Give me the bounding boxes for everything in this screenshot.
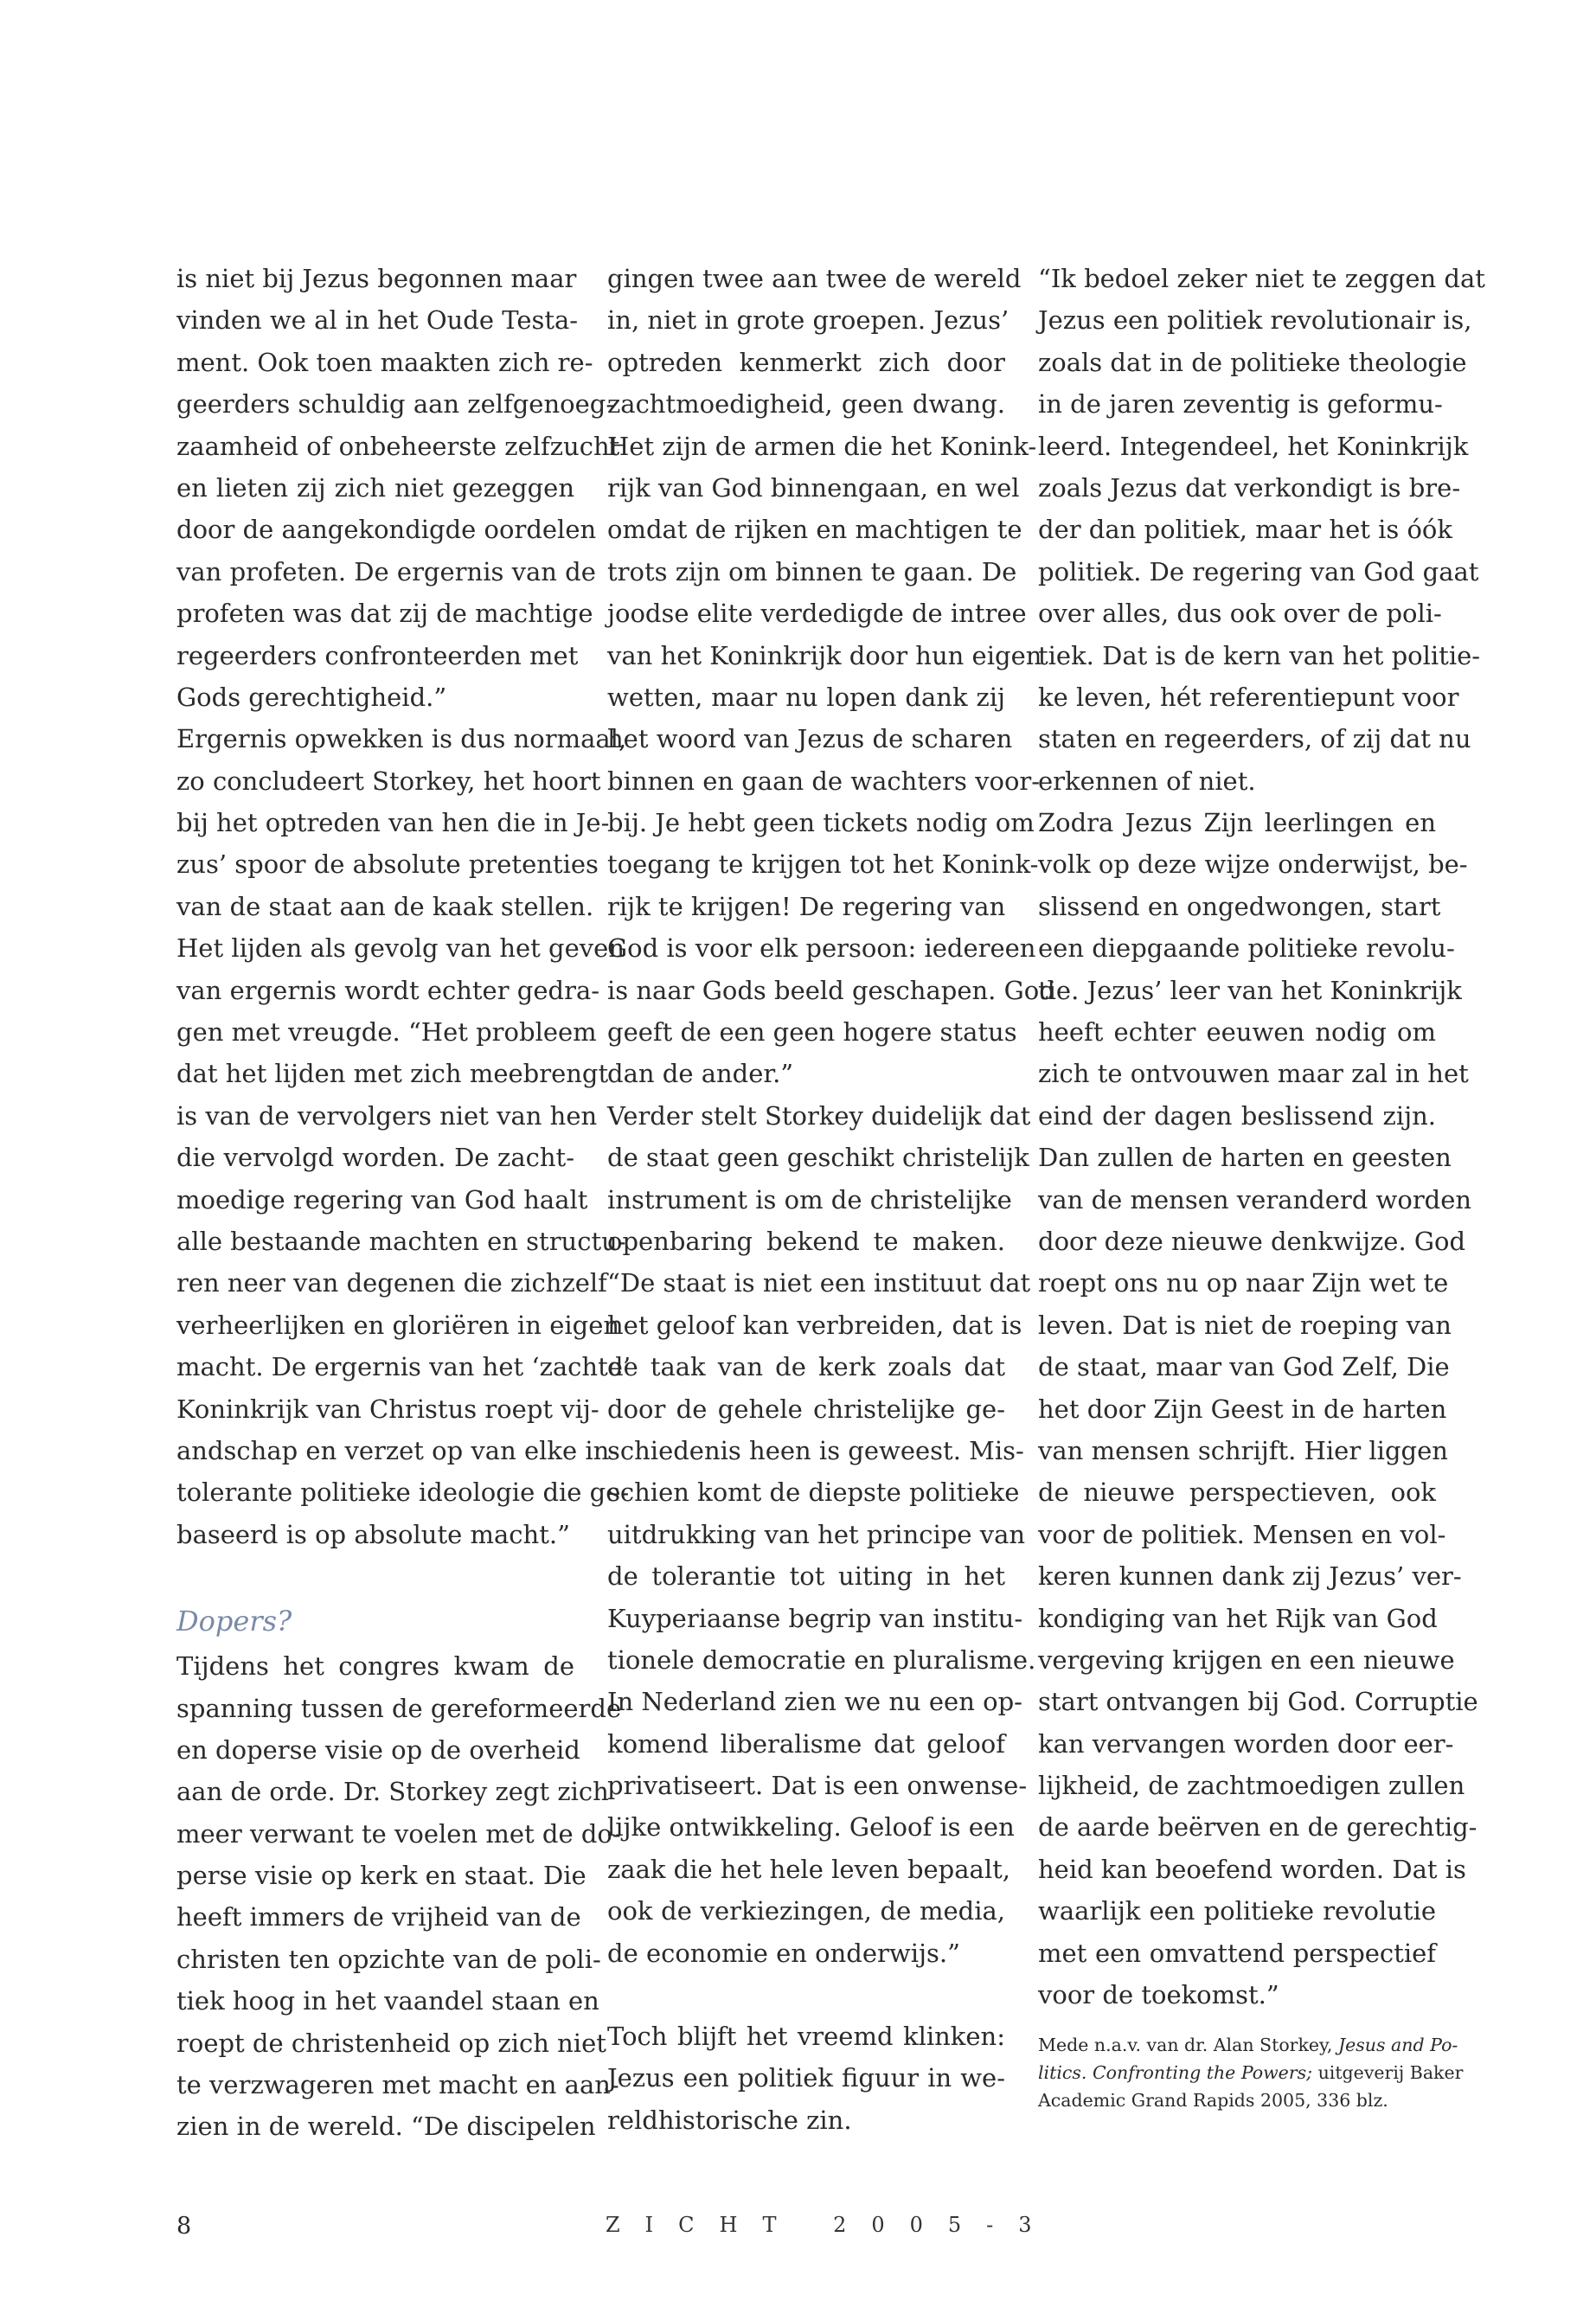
text-line: lijkheid, de zachtmoedigen zullen	[1038, 1771, 1465, 1801]
text-line: is van de vervolgers niet van hen	[176, 1100, 598, 1131]
text-line: der dan politiek, maar het is óók	[1038, 515, 1452, 545]
text-line: zachtmoedigheid, geen dwang.	[607, 389, 1005, 420]
paragraph	[607, 1095, 1036, 1974]
paragraph	[607, 258, 1055, 1095]
text-line: “De staat is niet een instituut dat	[607, 1268, 1031, 1298]
text-line: geerders schuldig aan zelfgenoeg-	[176, 389, 615, 420]
text-line: vinden we al in het Oude Testa-	[176, 305, 579, 336]
source-note-line: Mede n.a.v. van dr. Alan Storkey, Jesus and Po-	[1038, 2035, 1458, 2056]
text-line: optreden kenmerkt zich door	[607, 347, 1005, 377]
text-line: meer verwant te voelen met de do-	[176, 1818, 621, 1849]
text-line: heeft echter eeuwen nodig om	[1038, 1017, 1436, 1048]
text-line: Zodra Jezus Zijn leerlingen en	[1038, 808, 1436, 838]
text-line: rijk te krijgen! De regering van	[607, 891, 1006, 921]
text-line: zoals Jezus dat verkondigt is bre-	[1038, 472, 1461, 503]
text-line: “Ik bedoel zeker niet te zeggen dat	[1038, 264, 1485, 293]
text-line: tiek hoog in het vaandel staan en	[176, 1986, 599, 2016]
text-line: zus’ spoor de absolute pretenties	[176, 849, 599, 880]
text-line: waarlijk een politieke revolutie	[1038, 1896, 1436, 1926]
text-line: is niet bij Jezus begonnen maar	[176, 264, 577, 293]
text-line: die vervolgd worden. De zacht-	[176, 1143, 574, 1173]
text-line: uitdrukking van het principe van	[607, 1519, 1026, 1549]
paragraph	[176, 258, 620, 718]
text-line: ook de verkiezingen, de media,	[607, 1896, 1005, 1926]
text-line: reldhistorische zin.	[607, 2105, 852, 2135]
text-line: door de aangekondigde oordelen	[176, 515, 597, 545]
text-line: joodse elite verdedigde de intree	[607, 599, 1027, 629]
text-line: zaak die het hele leven bepaalt,	[607, 1854, 1010, 1884]
text-line: gingen twee aan twee de wereld	[607, 264, 1022, 293]
text-line: voor de politiek. Mensen en vol-	[1038, 1519, 1446, 1549]
text-line: Jezus een politiek revolutionair is,	[1038, 305, 1472, 336]
text-line: Jezus een politiek figuur in we-	[607, 2063, 1005, 2093]
text-line: is naar Gods beeld geschapen. God	[607, 975, 1055, 1005]
text-line: alle bestaande machten en structu-	[176, 1226, 626, 1256]
text-line: de tolerantie tot uiting in het	[607, 1561, 1005, 1592]
text-line: baseerd is op absolute macht.”	[176, 1519, 570, 1549]
text-line: profeten was dat zij de machtige	[176, 599, 593, 629]
text-line: ke leven, hét referentiepunt voor	[1038, 682, 1459, 712]
text-line: zo concludeert Storkey, het hoort	[176, 766, 601, 796]
text-line: het geloof kan verbreiden, dat is	[607, 1310, 1022, 1340]
text-line: vergeving krijgen en een nieuwe	[1038, 1644, 1455, 1675]
text-line: staten en regeerders, of zij dat nu	[1038, 724, 1471, 754]
text-line: tionele democratie en pluralisme.	[607, 1644, 1036, 1675]
text-line: tiek. Dat is de kern van het politie-	[1038, 640, 1481, 670]
text-line: zaamheid of onbeheerste zelfzucht	[176, 431, 620, 461]
text-line: kondiging van het Rijk van God	[1038, 1603, 1438, 1633]
text-line: komend liberalisme dat geloof	[607, 1728, 1005, 1759]
text-line: spanning tussen de gereformeerde	[176, 1693, 622, 1723]
text-line: lijke ontwikkeling. Geloof is een	[607, 1812, 1015, 1843]
text-line: de taak van de kerk zoals dat	[607, 1352, 1005, 1382]
text-line: volk op deze wijze onderwijst, be-	[1038, 849, 1468, 880]
text-line: van profeten. De ergernis van de	[176, 556, 596, 586]
text-line: perse visie op kerk en staat. Die	[176, 1861, 586, 1891]
text-line: van ergernis wordt echter gedra-	[176, 975, 600, 1005]
paragraph	[176, 718, 631, 1555]
text-line: Toch blijft het vreemd klinken:	[607, 2022, 1005, 2052]
text-line: regeerders confronteerden met	[176, 640, 579, 670]
text-line: de staat geen geschikt christelijk	[607, 1143, 1029, 1173]
text-line: van het Koninkrijk door hun eigen	[607, 640, 1042, 670]
text-line: zoals dat in de politieke theologie	[1038, 347, 1467, 377]
text-line: rijk van God binnengaan, en wel	[607, 472, 1020, 503]
source-note	[1038, 2031, 1464, 2114]
text-line: bij het optreden van hen die in Je-	[176, 808, 610, 838]
text-line: slissend en ongedwongen, start	[1038, 891, 1441, 921]
text-line: de economie en onderwijs.”	[607, 1938, 960, 1968]
running-footer-title: ZICHT 2005-3	[606, 2213, 1057, 2237]
text-line: roept de christenheid op zich niet	[176, 2028, 606, 2058]
text-line: Het lijden als gevolg van het geven	[176, 933, 625, 964]
text-line: binnen en gaan de wachters voor-	[607, 766, 1041, 796]
text-line: bij. Je hebt geen tickets nodig om	[607, 808, 1035, 838]
text-line: privatiseert. Dat is een onwense-	[607, 1771, 1028, 1801]
text-line: heid kan beoefend worden. Dat is	[1038, 1854, 1466, 1884]
text-line: de staat, maar van God Zelf, Die	[1038, 1352, 1450, 1382]
text-line: dan de ander.”	[607, 1059, 794, 1089]
text-line: In Nederland zien we nu een op-	[607, 1687, 1022, 1717]
text-line: verheerlijken en gloriëren in eigen	[176, 1310, 620, 1340]
paragraph-gap	[607, 1974, 1005, 2016]
text-line: heeft immers de vrijheid van de	[176, 1902, 581, 1932]
text-line: instrument is om de christelijke	[607, 1184, 1012, 1215]
paragraph-gap	[176, 1555, 574, 1597]
column-3	[1038, 258, 1485, 2114]
text-line: tolerante politieke ideologie die ge-	[176, 1477, 630, 1508]
text-line: toegang te krijgen tot het Konink-	[607, 849, 1039, 880]
column-1	[176, 258, 631, 2148]
text-line: geeft de een geen hogere status	[607, 1017, 1017, 1048]
text-line: in, niet in grote groepen. Jezus’	[607, 305, 1010, 336]
text-line: in de jaren zeventig is geformu-	[1038, 389, 1443, 420]
text-line: en lieten zij zich niet gezeggen	[176, 472, 574, 503]
text-line: door de gehele christelijke ge-	[607, 1394, 1005, 1424]
text-line: een diepgaande politieke revolu-	[1038, 933, 1455, 964]
text-line: Gods gerechtigheid.”	[176, 682, 447, 712]
text-line: andschap en verzet op van elke in-	[176, 1435, 619, 1465]
text-line: het woord van Jezus de scharen	[607, 724, 1013, 754]
column-3-body	[1038, 258, 1485, 2016]
column-2	[607, 258, 1055, 2141]
page-number: 8	[176, 2213, 192, 2240]
text-line: trots zijn om binnen te gaan. De	[607, 556, 1017, 586]
text-line: Het zijn de armen die het Konink-	[607, 431, 1037, 461]
text-line: macht. De ergernis van het ‘zachte’	[176, 1352, 631, 1382]
text-line: zich te ontvouwen maar zal in het	[1038, 1059, 1469, 1089]
text-line: start ontvangen bij God. Corruptie	[1038, 1687, 1478, 1717]
text-line: Dan zullen de harten en geesten	[1038, 1143, 1452, 1173]
text-line: eind der dagen beslissend zijn.	[1038, 1100, 1436, 1131]
text-line: Ergernis opwekken is dus normaal,	[176, 724, 627, 754]
text-line: dat het lijden met zich meebrengt	[176, 1059, 609, 1089]
text-line: de aarde beërven en de gerechtig-	[1038, 1812, 1477, 1843]
text-line: te verzwageren met macht en aan-	[176, 2070, 619, 2100]
text-line: Verder stelt Storkey duidelijk dat	[607, 1100, 1031, 1131]
section-heading: Dopers?	[176, 1605, 292, 1638]
text-line: het door Zijn Geest in de harten	[1038, 1394, 1447, 1424]
text-line: moedige regering van God haalt	[176, 1184, 588, 1215]
text-line: kan vervangen worden door eer-	[1038, 1728, 1454, 1759]
text-line: ment. Ook toen maakten zich re-	[176, 347, 593, 377]
text-line: christen ten opzichte van de poli-	[176, 1944, 601, 1974]
source-note-line: litics. Confronting the Powers; uitgeverij Baker	[1038, 2062, 1464, 2084]
text-line: roept ons nu op naar Zijn wet te	[1038, 1268, 1449, 1298]
text-line: leerd. Integendeel, het Koninkrijk	[1038, 431, 1469, 461]
text-line: Koninkrijk van Christus roept vij-	[176, 1394, 599, 1424]
text-line: wetten, maar nu lopen dank zij	[607, 682, 1005, 712]
paragraph	[176, 1645, 622, 2148]
text-line: omdat de rijken en machtigen te	[607, 515, 1022, 545]
text-line: van de staat aan de kaak stellen.	[176, 891, 594, 921]
source-note-line: Academic Grand Rapids 2005, 336 blz.	[1038, 2090, 1388, 2112]
text-line: voor de toekomst.”	[1038, 1980, 1279, 2010]
text-line: tie. Jezus’ leer van het Koninkrijk	[1038, 975, 1462, 1005]
text-line: en doperse visie op de overheid	[176, 1734, 580, 1765]
text-line: zien in de wereld. “De discipelen	[176, 2112, 596, 2142]
text-line: over alles, dus ook over de poli-	[1038, 599, 1442, 629]
text-line: de nieuwe perspectieven, ook	[1038, 1477, 1436, 1508]
paragraph	[607, 2016, 1005, 2141]
text-line: schiedenis heen is geweest. Mis-	[607, 1435, 1024, 1465]
text-line: van mensen schrijft. Hier liggen	[1038, 1435, 1448, 1465]
text-line: schien komt de diepste politieke	[607, 1477, 1020, 1508]
text-line: met een omvattend perspectief	[1038, 1938, 1436, 1968]
text-line: erkennen of niet.	[1038, 766, 1256, 796]
text-line: Kuyperiaanse begrip van institu-	[607, 1603, 1023, 1633]
text-line: gen met vreugde. “Het probleem	[176, 1017, 597, 1048]
text-line: politiek. De regering van God gaat	[1038, 556, 1479, 586]
text-line: God is voor elk persoon: iedereen	[607, 933, 1036, 964]
paragraph	[1038, 802, 1478, 2016]
text-line: door deze nieuwe denkwijze. God	[1038, 1226, 1466, 1256]
text-line: ren neer van degenen die zichzelf	[176, 1268, 607, 1298]
text-line: Tijdens het congres kwam de	[176, 1651, 574, 1682]
text-line: openbaring bekend te maken.	[607, 1226, 1005, 1256]
text-line: aan de orde. Dr. Storkey zegt zich	[176, 1777, 609, 1807]
paragraph	[1038, 258, 1485, 802]
text-line: keren kunnen dank zij Jezus’ ver-	[1038, 1561, 1462, 1592]
text-line: leven. Dat is niet de roeping van	[1038, 1310, 1452, 1340]
text-line: van de mensen veranderd worden	[1038, 1184, 1472, 1215]
